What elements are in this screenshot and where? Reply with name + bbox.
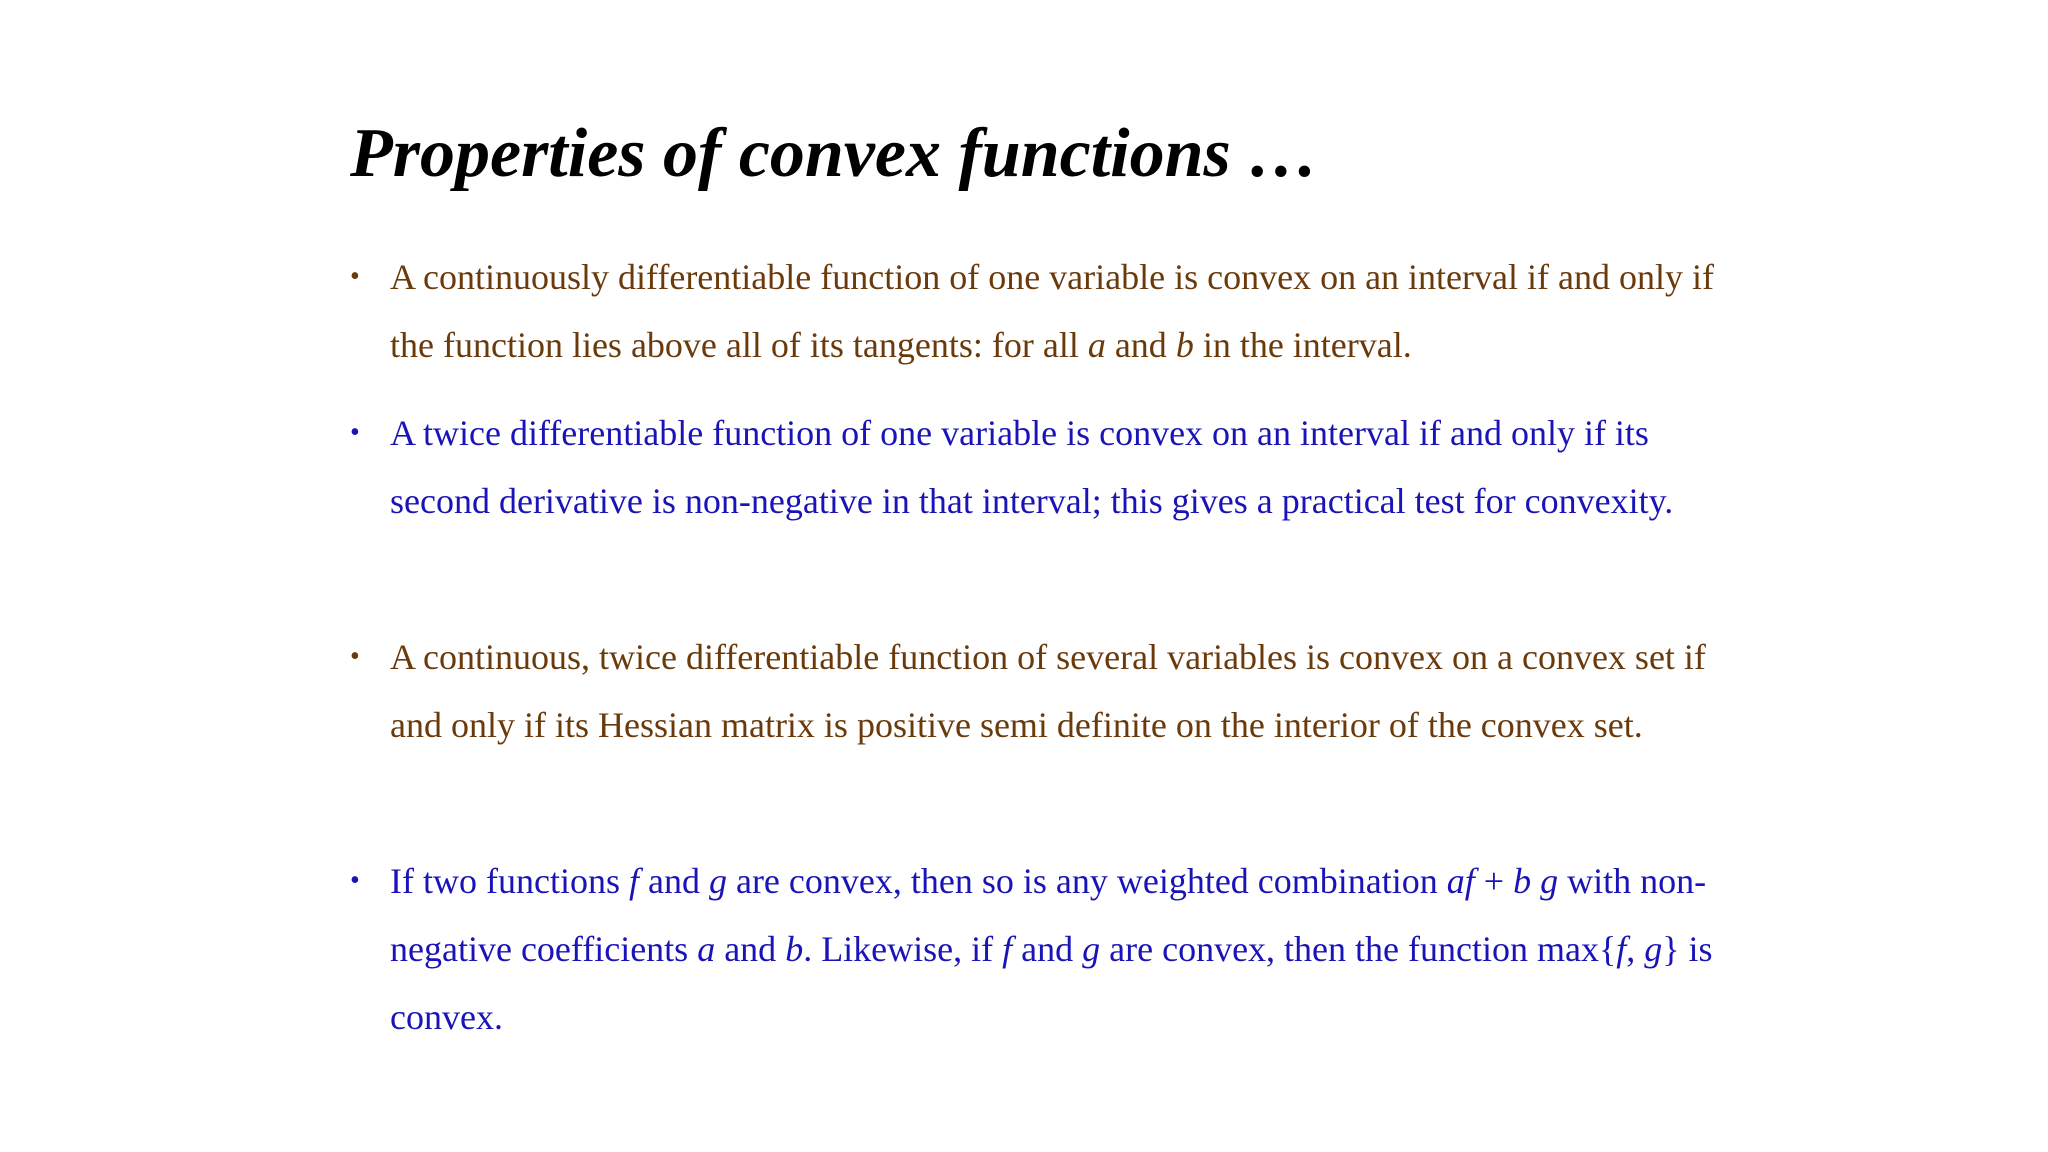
bullet-dot: • <box>350 417 360 448</box>
bullet-item-second-derivative <box>350 399 1730 535</box>
bullet-dot: • <box>350 641 360 672</box>
bullet-dot: • <box>350 865 360 896</box>
bullet-item-weighted-combination <box>350 847 1730 1051</box>
bullet-text: A continuously differentiable function of one variable is convex on an interval if and only if the function lies above all of its tangents: for all a and b in the interval. <box>390 257 1714 365</box>
bullet-text: A continuous, twice differentiable function of several variables is convex on a convex set if and only if its Hessian matrix is positive semi definite on the interior of the convex set. <box>390 637 1706 745</box>
bullet-text: A twice differentiable function of one variable is convex on an interval if and only if its second derivative is non-negative in that interval; this gives a practical test for convexity. <box>390 413 1674 521</box>
slide-title: Properties of convex functions … <box>350 115 1319 192</box>
bullet-item-tangent-condition <box>350 243 1730 379</box>
bullet-item-hessian <box>350 623 1730 759</box>
bullet-text: If two functions f and g are convex, then so is any weighted combination af + b g with non-negative coefficients a and b. Likewise, if f and g are convex, then the function max{f, g} is convex. <box>390 861 1713 1037</box>
bullet-dot: • <box>350 261 360 292</box>
